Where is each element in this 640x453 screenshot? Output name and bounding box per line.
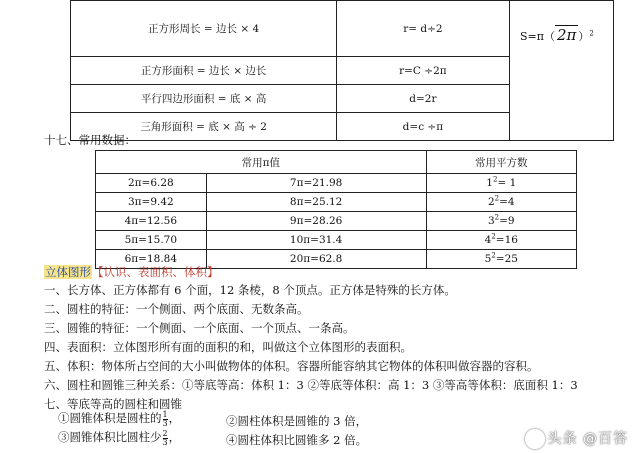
solid-figures-heading xyxy=(44,264,219,280)
cell: 6π=18.84 xyxy=(96,250,207,269)
header-pi: 常用π值 xyxy=(96,151,427,174)
cell: $2^2=4$ xyxy=(426,193,576,212)
cell: $4^2=16$ xyxy=(426,231,576,250)
solid-subtitle: 【认识、表面积、体积】 xyxy=(92,265,219,279)
cell: 4π=12.56 xyxy=(96,212,207,231)
relation-right-2: ④圆柱体积比圆锥多 2 倍。 xyxy=(226,433,368,447)
text-line: 二、圆柱的特征：一个侧面、两个底面、无数条高。 xyxy=(44,302,309,316)
cell: d=2r xyxy=(337,85,509,113)
text-line: 三、圆锥的特征：一个侧面、一个底面、一个顶点、一条高。 xyxy=(44,321,355,335)
section-title: 十七、常用数据： xyxy=(44,133,136,147)
header-squares: 常用平方数 xyxy=(426,151,576,174)
formula-table xyxy=(70,0,614,141)
cell: r= d÷2 xyxy=(337,1,509,57)
cell: 正方形周长 = 边长 × 4 xyxy=(71,1,337,57)
table-row xyxy=(96,174,577,193)
cell: 正方形面积 = 边长 × 边长 xyxy=(71,57,337,85)
solid-title: 立体图形 xyxy=(45,265,91,279)
table-header-row xyxy=(96,151,577,174)
cell: 7π=21.98 xyxy=(206,174,426,193)
cell: 5π=15.70 xyxy=(96,231,207,250)
table-row xyxy=(96,193,577,212)
text-line: 六、圆柱和圆锥三种关系：①等底等高：体积 1：3 ②等底等体积：高 1：3 ③等高等体积：底面积 1：3 xyxy=(44,378,578,392)
cell: 20π=62.8 xyxy=(206,250,426,269)
cell: $1^2= 1$ xyxy=(426,174,576,193)
cell: 三角形面积 = 底 × 高 ÷ 2 xyxy=(71,113,337,141)
text-line: 四、表面积：立体图形所有面的面积的和，叫做这个立体图形的表面积。 xyxy=(44,340,412,354)
table-row xyxy=(96,231,577,250)
cell-circle-area xyxy=(509,1,613,141)
text-line: 一、长方体、正方体都有 6 个面，12 条棱，8 个顶点。正方体是特殊的长方体。 xyxy=(44,283,456,297)
cell: 平行四边形面积 = 底 × 高 xyxy=(71,85,337,113)
fraction: $\frac{2}{3}$ xyxy=(162,428,168,447)
cell: 10π=31.4 xyxy=(206,231,426,250)
relation-right-1: ②圆柱体积是圆锥的 3 倍， xyxy=(226,414,368,428)
cell: $5^2=25$ xyxy=(426,250,576,269)
cell: 3π=9.42 xyxy=(96,193,207,212)
cell: 9π=28.26 xyxy=(206,212,426,231)
watermark-logo-icon xyxy=(525,429,545,449)
text-line: 五、体积：物体所占空间的大小叫做物体的体积。容器所能容纳其它物体的体积叫做容器的容积。 xyxy=(44,359,539,373)
watermark: 头条 @百答 xyxy=(525,428,628,449)
relation-left-1: ①圆锥体积是圆柱的 $\frac{1}{3}$ ， xyxy=(58,409,181,428)
cell: $3^2=9$ xyxy=(426,212,576,231)
fraction: $\frac{1}{3}$ xyxy=(162,409,168,428)
cell: 2π=6.28 xyxy=(96,174,207,193)
common-data-table xyxy=(95,150,577,269)
table-row xyxy=(96,212,577,231)
cell: d=c ÷π xyxy=(337,113,509,141)
cell: 8π=25.12 xyxy=(206,193,426,212)
text-line: 七、等底等高的圆柱和圆锥 xyxy=(44,397,182,411)
relation-left-2: ③圆锥体积比圆柱少 $\frac{2}{3}$ ， xyxy=(58,428,181,447)
circle-area-formula: S=π（ 2π ）$^2$ xyxy=(520,26,594,44)
cell: r=C ÷2π xyxy=(337,57,509,85)
